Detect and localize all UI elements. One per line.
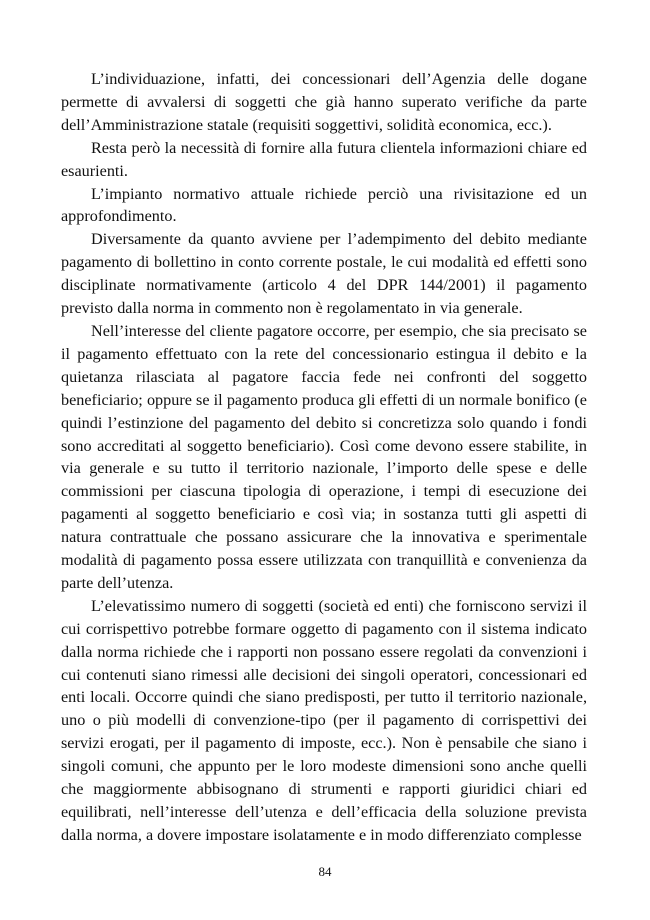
page-number: 84 — [318, 864, 332, 879]
paragraph-convenzioni: L’elevatissimo numero di soggetti (società ed enti) che forniscono servizi il cui corrispettivo potrebbe formare oggetto di pagamento con il sistema indicato dalla norma richiede che i rapporti non possano essere regolati da convenzioni i cui contenuti siano rimessi alle decisioni dei singoli operatori, concessionari ed enti locali. Occorre quindi che siano predisposti, per tutto il territorio nazionale, uno o più modelli di convenzione-tipo (per il pagamento di corrispettivi dei servizi erogati, per il pagamento di imposte, ecc.). Non è pensabile che siano i singoli comuni, che appunto per le loro modeste dimensioni sono anche quelli che maggiormente abbisognano di strumenti e rapporti giuridici chiari ed equilibrati, nell’interesse dell’utenza e dell’efficacia della soluzione prevista dalla norma, a dovere impostare isolatamente e in modo differenziato complesse — [61, 596, 587, 844]
paragraph-impianto-normativo: L’impianto normativo attuale richiede perciò una rivisitazione ed un approfondimento. — [61, 184, 587, 226]
paragraph-bollettino: Diversamente da quanto avviene per l’adempimento del debito mediante pagamento di bollettino in conto corrente postale, le cui modalità ed effetti sono disciplinate normativamente (articolo 4 del DPR 144/2001) il pagamento previsto dalla norma in commento non è regolamentato in via generale. — [61, 230, 587, 318]
paragraph-informazioni: Resta però la necessità di fornire alla futura clientela informazioni chiare ed esaurienti. — [61, 138, 587, 180]
document-body — [61, 68, 587, 847]
paragraph-cliente-pagatore: Nell’interesse del cliente pagatore occorre, per esempio, che sia precisato se il pagamento effettuato con la rete del concessionario estingua il debito e la quietanza rilasciata al pagatore faccia fede nei confronti del soggetto beneficiario; oppure se il pagamento produca gli effetti di un normale bonifico (e quindi l’estinzione del pagamento del debito si concretizza solo quando i fondi sono accreditati al soggetto beneficiario). Così come devono essere stabilite, in via generale e su tutto il territorio nazionale, l’importo delle spese e delle commissioni per ciascuna tipologia di operazione, i tempi di esecuzione dei pagamenti al soggetto beneficiario e così via; in sostanza tutti gli aspetti di natura contrattuale che possano assicurare che la innovativa e sperimentale modalità di pagamento possa essere utilizzata con tranquillità e convenienza da parte dell’utenza. — [61, 321, 587, 592]
paragraph-concessionari: L’individuazione, infatti, dei concessionari dell’Agenzia delle dogane permette di avvalersi di soggetti che già hanno superato verifiche da parte dell’Amministrazione statale (requisiti soggettivi, solidità economica, ecc.). — [61, 70, 587, 134]
